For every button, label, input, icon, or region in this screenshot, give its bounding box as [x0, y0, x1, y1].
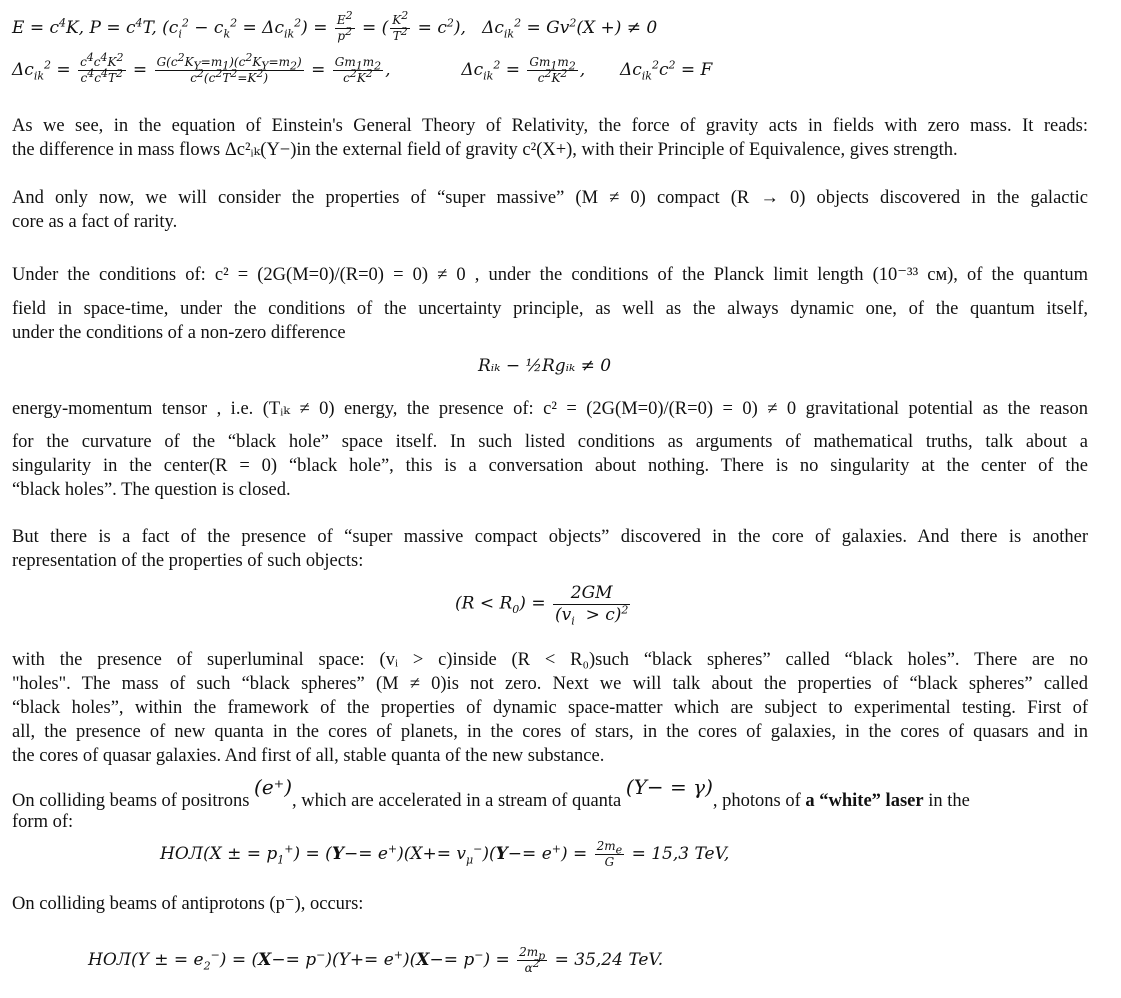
equation-ricci: Rᵢₖ − ½Rgᵢₖ ≠ 0: [478, 356, 612, 376]
para6-line1: with the presence of superluminal space: (vᵢ > c)inside (R < R₀)such “black spheres” called “black holes”. There are no: [12, 650, 1088, 670]
para4-line1: energy-momentum tensor , i.e. (Tᵢₖ ≠ 0) energy, the presence of: c² = (2G(M=0)/(R=0) = 0) ≠ 0 gravitational potential as the reason: [12, 399, 1088, 419]
para7-text-a: On colliding beams of positrons: [12, 791, 250, 811]
para4-line4: “black holes”. The question is closed.: [12, 480, 291, 500]
para6-line3: “black holes”, within the framework of the properties of dynamic space-matter which are subject to experimental testing. First of: [12, 698, 1088, 718]
para1-line2: the difference in mass flows Δc²ᵢₖ(Y−)in the external field of gravity c²(X+), with their Principle of Equivalence, gives strength.: [12, 140, 958, 160]
para5-line2: representation of the properties of such objects:: [12, 551, 364, 571]
para6-line2: "holes". The mass of such “black spheres” (M ≠ 0)is not zero. Next we will talk about the properties of “black spheres” called: [12, 674, 1088, 694]
equation-r0: $(R < R_0)$ = $\frac{2GM}{(v_i > c)^2}$: [455, 583, 629, 628]
para6-line4: all, the presence of new quanta in the cores of planets, in the cores of stars, in the cores of galaxies, in the cores of quasars and in: [12, 722, 1088, 742]
para2-line2: core as a fact of rarity.: [12, 212, 178, 232]
para3-line2: field in space-time, under the conditions of the uncertainty principle, as well as the always dynamic one, of the quantum itself,: [12, 299, 1088, 319]
quanta-symbol: (Y− = γ): [625, 775, 713, 799]
positron-symbol: (e⁺): [254, 775, 293, 799]
para3-line1: Under the conditions of: c² = (2G(M=0)/(R=0) = 0) ≠ 0 , under the conditions of the Planck limit length (10⁻³³ см), of the quantum: [12, 265, 1088, 285]
para7-text-d: in the: [928, 791, 970, 811]
equation-nol-2: НОЛ(Y ± = $e_2^-) = (X-= p^-)(Y+= e^+)(X-= p^-)$ = $\frac{2m_p}{\alpha^2}$ = 35,24 TeV.: [88, 945, 664, 976]
para7-text-b: , which are accelerated in a stream of quanta: [292, 791, 622, 811]
para7-line2: form of:: [12, 812, 74, 832]
equation-line-1: $E = c^4K$, $P = c^4T$, $(c_i^2 - c_k^2 = \Delta c_{ik}^2)$ = $\frac{E^2}{p^2}$ = ( $\frac{K^2}{T^2}$ = $c^2$), $\Delta c_{ik}^2 = Gv^2(X$ +) ≠ 0: [12, 9, 658, 44]
para2-line1: And only now, we will consider the properties of “super massive” (M ≠ 0) compact (R → 0) objects discovered in the galactic: [12, 188, 1088, 208]
para6-line5: the cores of quasar galaxies. And first of all, stable quanta of the new substance.: [12, 746, 605, 766]
para8: On colliding beams of antiprotons (p⁻), occurs:: [12, 894, 364, 914]
para3-line3: under the conditions of a non-zero difference: [12, 323, 346, 343]
para7-line1: [12, 775, 970, 811]
para4-line3: singularity in the center(R = 0) “black hole”, this is a conversation about nothing. There is no singularity at the center of the: [12, 456, 1088, 476]
equation-nol-1: НОЛ(X ± = $p_1^+) = (Y-= e^+)(X+= v_\mu^-)(Y-= e^+)$ = $\frac{2m_e}{G}$ = 15,3 TeV,: [160, 839, 730, 870]
para7-text-c: , photons of: [712, 791, 801, 811]
para4-line2: for the curvature of the “black hole” space itself. In such listed conditions as arguments of mathematical truths, talk about a: [12, 432, 1088, 452]
para1-line1: As we see, in the equation of Einstein's General Theory of Relativity, the force of gravity acts in fields with zero mass. It reads:: [12, 116, 1088, 136]
para5-line1: But there is a fact of the presence of “super massive compact objects” discovered in the core of galaxies. And there is another: [12, 527, 1088, 547]
white-laser-bold: a “white” laser: [805, 791, 924, 811]
equation-line-2: $\Delta c_{ik}^2$ = $\frac{c^4c^4K^2}{c^4c^4T^2}$ = $\frac{G(c^2K_Y=m_1)(c^2K_Y=m_2)}{c^2(c^2T^2=K^2)}$ = $\frac{Gm_1m_2}{c^2K^2}$ , $\Delta c_{ik}^2$ = $\frac{Gm_1m_2}{c^2K^2}$ , $\Delta c_{ik}^2c^2 = F$: [12, 51, 713, 86]
